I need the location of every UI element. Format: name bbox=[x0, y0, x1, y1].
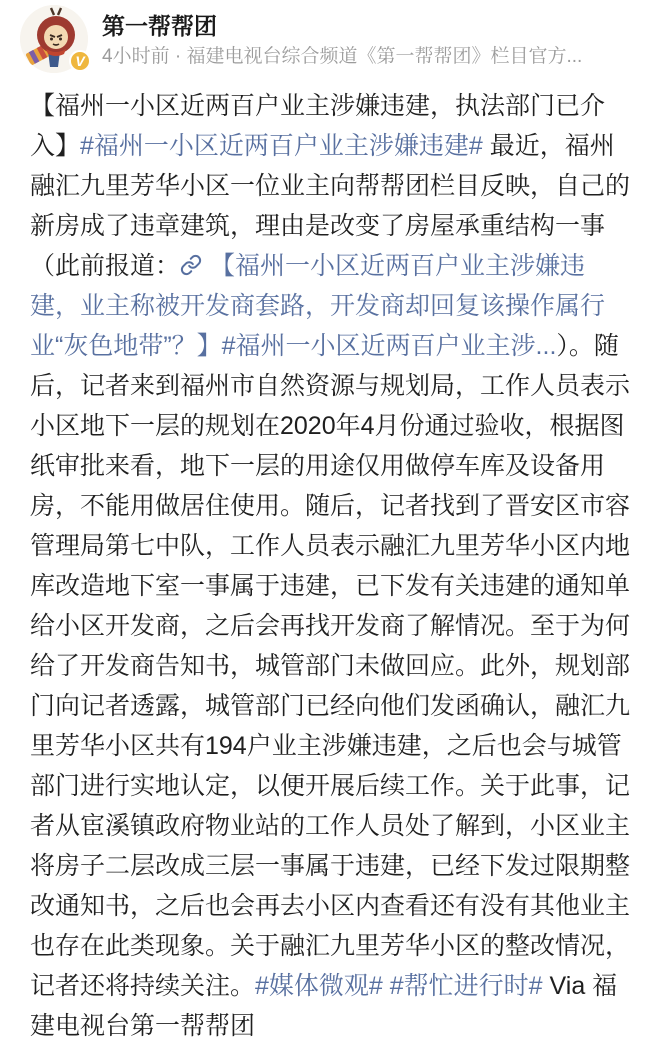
post-text-segment: Via 福建电视台第一帮帮团 bbox=[30, 972, 618, 1040]
hashtag-link[interactable]: #媒体微观# bbox=[255, 972, 383, 1000]
header-info bbox=[102, 5, 582, 69]
hashtag-link[interactable]: #福州一小区近两百户业主涉嫌违建# bbox=[80, 132, 483, 160]
chain-link-icon[interactable] bbox=[180, 248, 206, 270]
post-text-segment: ）。随后，记者来到福州市自然资源与规划局，工作人员表示小区地下一层的规划在2020年4月份通过验收，根据图纸审批来看，地下一层的用途仅用做停车库及设备用房，不能用做居住使用。随后，记者找到了晋安区市容管理局第七中队，工作人员表示融汇九里芳华小区内地库改造地下室一事属于违建，已下发有关违建的通知单给小区开发商，之后会再找开发商了解情况。至于为何给了开发商告知书，城管部门未做回应。此外，规划部门向记者透露，城管部门已经向他们发函确认，融汇九里芳华小区共有194户业主涉嫌违建，之后也会与城管部门进行实地认定，以便开展后续工作。关于此事，记者从宦溪镇政府物业站的工作人员处了解到，小区业主将房子二层改成三层一事属于违建，已经下发过限期整改通知书，之后也会再去小区内查看还有没有其他业主也存在此类现象。关于融汇九里芳华小区的整改情况，记者还将持续关注。 bbox=[30, 332, 631, 1000]
post-text bbox=[0, 86, 660, 1046]
avatar[interactable] bbox=[20, 5, 88, 73]
post-text-segment: 【福州一小区近两百户业主涉嫌违建，执法部门已介入】 bbox=[30, 92, 606, 160]
post-meta: 4小时前 · 福建电视台综合频道《第一帮帮团》栏目官方... bbox=[102, 46, 583, 67]
post-header bbox=[0, 0, 660, 73]
verified-badge-icon: V bbox=[69, 50, 91, 72]
article-link[interactable]: 【福州一小区近两百户业主涉嫌违建，业主称被开发商套路，开发商却回复该操作属行业“灰色地带”？】#福州一小区近两百户业主涉... bbox=[30, 252, 606, 360]
post-text-segment bbox=[383, 972, 390, 1000]
account-name[interactable]: 第一帮帮团 bbox=[102, 13, 217, 39]
hashtag-link[interactable]: #帮忙进行时# bbox=[389, 972, 543, 1000]
post-text-segment: 最近，福州融汇九里芳华小区一位业主向帮帮团栏目反映，自己的新房成了违章建筑，理由是改变了房屋承重结构一事（此前报道： bbox=[30, 132, 631, 280]
